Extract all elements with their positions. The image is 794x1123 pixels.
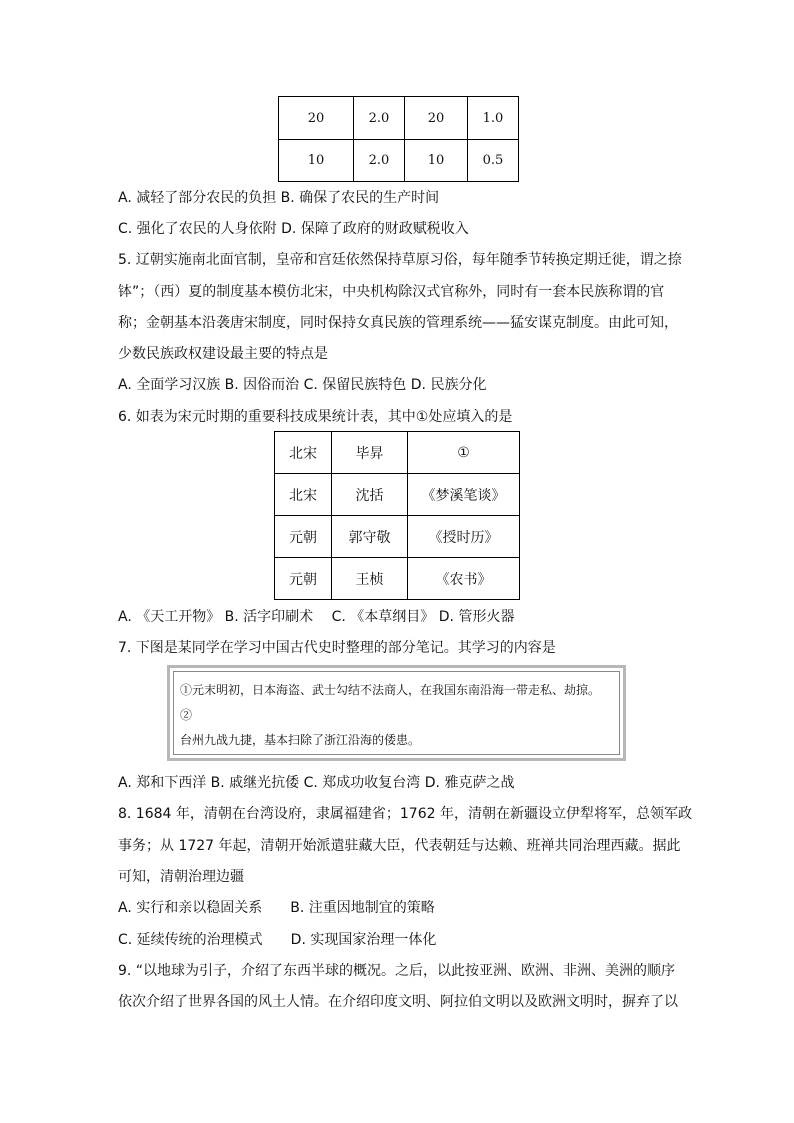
table-cell: 2.0 (354, 140, 405, 182)
note-text (180, 678, 610, 753)
table-cell: 北宋 (275, 432, 332, 474)
table-cell: 《梦溪笔谈》 (408, 474, 520, 516)
table-cell: 元朝 (275, 558, 332, 600)
table-row (279, 97, 519, 140)
q5-stem-line1: 5. 辽朝实施南北面官制，皇帝和宫廷依然保持草原习俗，每年随季节转换定期迁徙，谓之捺 (118, 252, 682, 268)
q4-options-line2: C. 强化了农民的人身依附 D. 保障了政府的财政赋税收入 (118, 221, 469, 237)
table-cell: 北宋 (275, 474, 332, 516)
table-cell: 2.0 (354, 97, 405, 140)
table-row (279, 140, 519, 182)
q9-stem-line2: 依次介绍了世界各国的风土人情。在介绍印度文明、阿拉伯文明以及欧洲文明时，摒弃了以 (118, 994, 678, 1010)
q8-stem-line3: 可知，清朝治理边疆 (118, 869, 244, 885)
science-achievements-table (274, 431, 520, 600)
table-cell: 1.0 (468, 97, 519, 140)
q5-stem-line3: 称；金朝基本沿袭唐宋制度，同时保持女真民族的管理系统——猛安谋克制度。由此可知， (118, 315, 678, 331)
study-note-box (167, 665, 626, 761)
note-line-2: 台州九战九捷，基本扫除了浙江沿海的倭患。 (180, 733, 421, 747)
q7-stem: 7. 下图是某同学在学习中国古代史时整理的部分笔记。其学习的内容是 (118, 640, 556, 656)
q8-stem-line1: 8. 1684 年，清朝在台湾设府，隶属福建省；1762 年，清朝在新疆设立伊犁将军，总领军政 (118, 806, 692, 822)
table-row (275, 516, 520, 558)
table-cell: 王桢 (332, 558, 408, 600)
q8-options-ab: A. 实行和亲以稳固关系 B. 注重因地制宜的策略 (118, 900, 435, 916)
q5-stem-line2: 钵”；（西）夏的制度基本模仿北宋，中央机构除汉式官称外，同时有一套本民族称谓的官 (118, 284, 665, 300)
table-cell: 20 (405, 97, 468, 140)
top-data-table (278, 96, 519, 182)
table-cell: 10 (405, 140, 468, 182)
q8-options-cd: C. 延续传统的治理模式 D. 实现国家治理一体化 (118, 932, 437, 948)
q7-options: A. 郑和下西洋 B. 戚继光抗倭 C. 郑成功收复台湾 D. 雅克萨之战 (118, 775, 515, 791)
table-cell: 《授时历》 (408, 516, 520, 558)
q6-options: A. 《天工开物》 B. 活字印刷术 C. 《本草纲目》 D. 管形火器 (118, 609, 515, 625)
table-cell: 元朝 (275, 516, 332, 558)
q9-stem-line1: 9. “以地球为引子，介绍了东西半球的概况。之后，以此按亚洲、欧洲、非洲、美洲的顺序 (118, 963, 676, 979)
q5-stem-line4: 少数民族政权建设最主要的特点是 (118, 346, 328, 362)
table-cell: 郭守敬 (332, 516, 408, 558)
q8-stem-line2: 事务；从 1727 年起，清朝开始派遣驻藏大臣，代表朝廷与达赖、班禅共同治理西藏。据此 (118, 838, 681, 854)
table-cell: 0.5 (468, 140, 519, 182)
table-cell: 毕昇 (332, 432, 408, 474)
note-line-1: ①元末明初，日本海盗、武士勾结不法商人，在我国东南沿海一带走私、劫掠。② (180, 683, 601, 722)
table-row (275, 474, 520, 516)
q6-stem: 6. 如表为宋元时期的重要科技成果统计表，其中①处应填入的是 (118, 409, 513, 425)
table-cell: 10 (279, 140, 354, 182)
table-cell: 《农书》 (408, 558, 520, 600)
table-cell: 20 (279, 97, 354, 140)
q4-options-line1: A. 减轻了部分农民的负担 B. 确保了农民的生产时间 (118, 190, 440, 206)
table-row (275, 558, 520, 600)
table-row (275, 432, 520, 474)
table-cell: ① (408, 432, 520, 474)
q5-options: A. 全面学习汉族 B. 因俗而治 C. 保留民族特色 D. 民族分化 (118, 377, 487, 393)
table-cell: 沈括 (332, 474, 408, 516)
